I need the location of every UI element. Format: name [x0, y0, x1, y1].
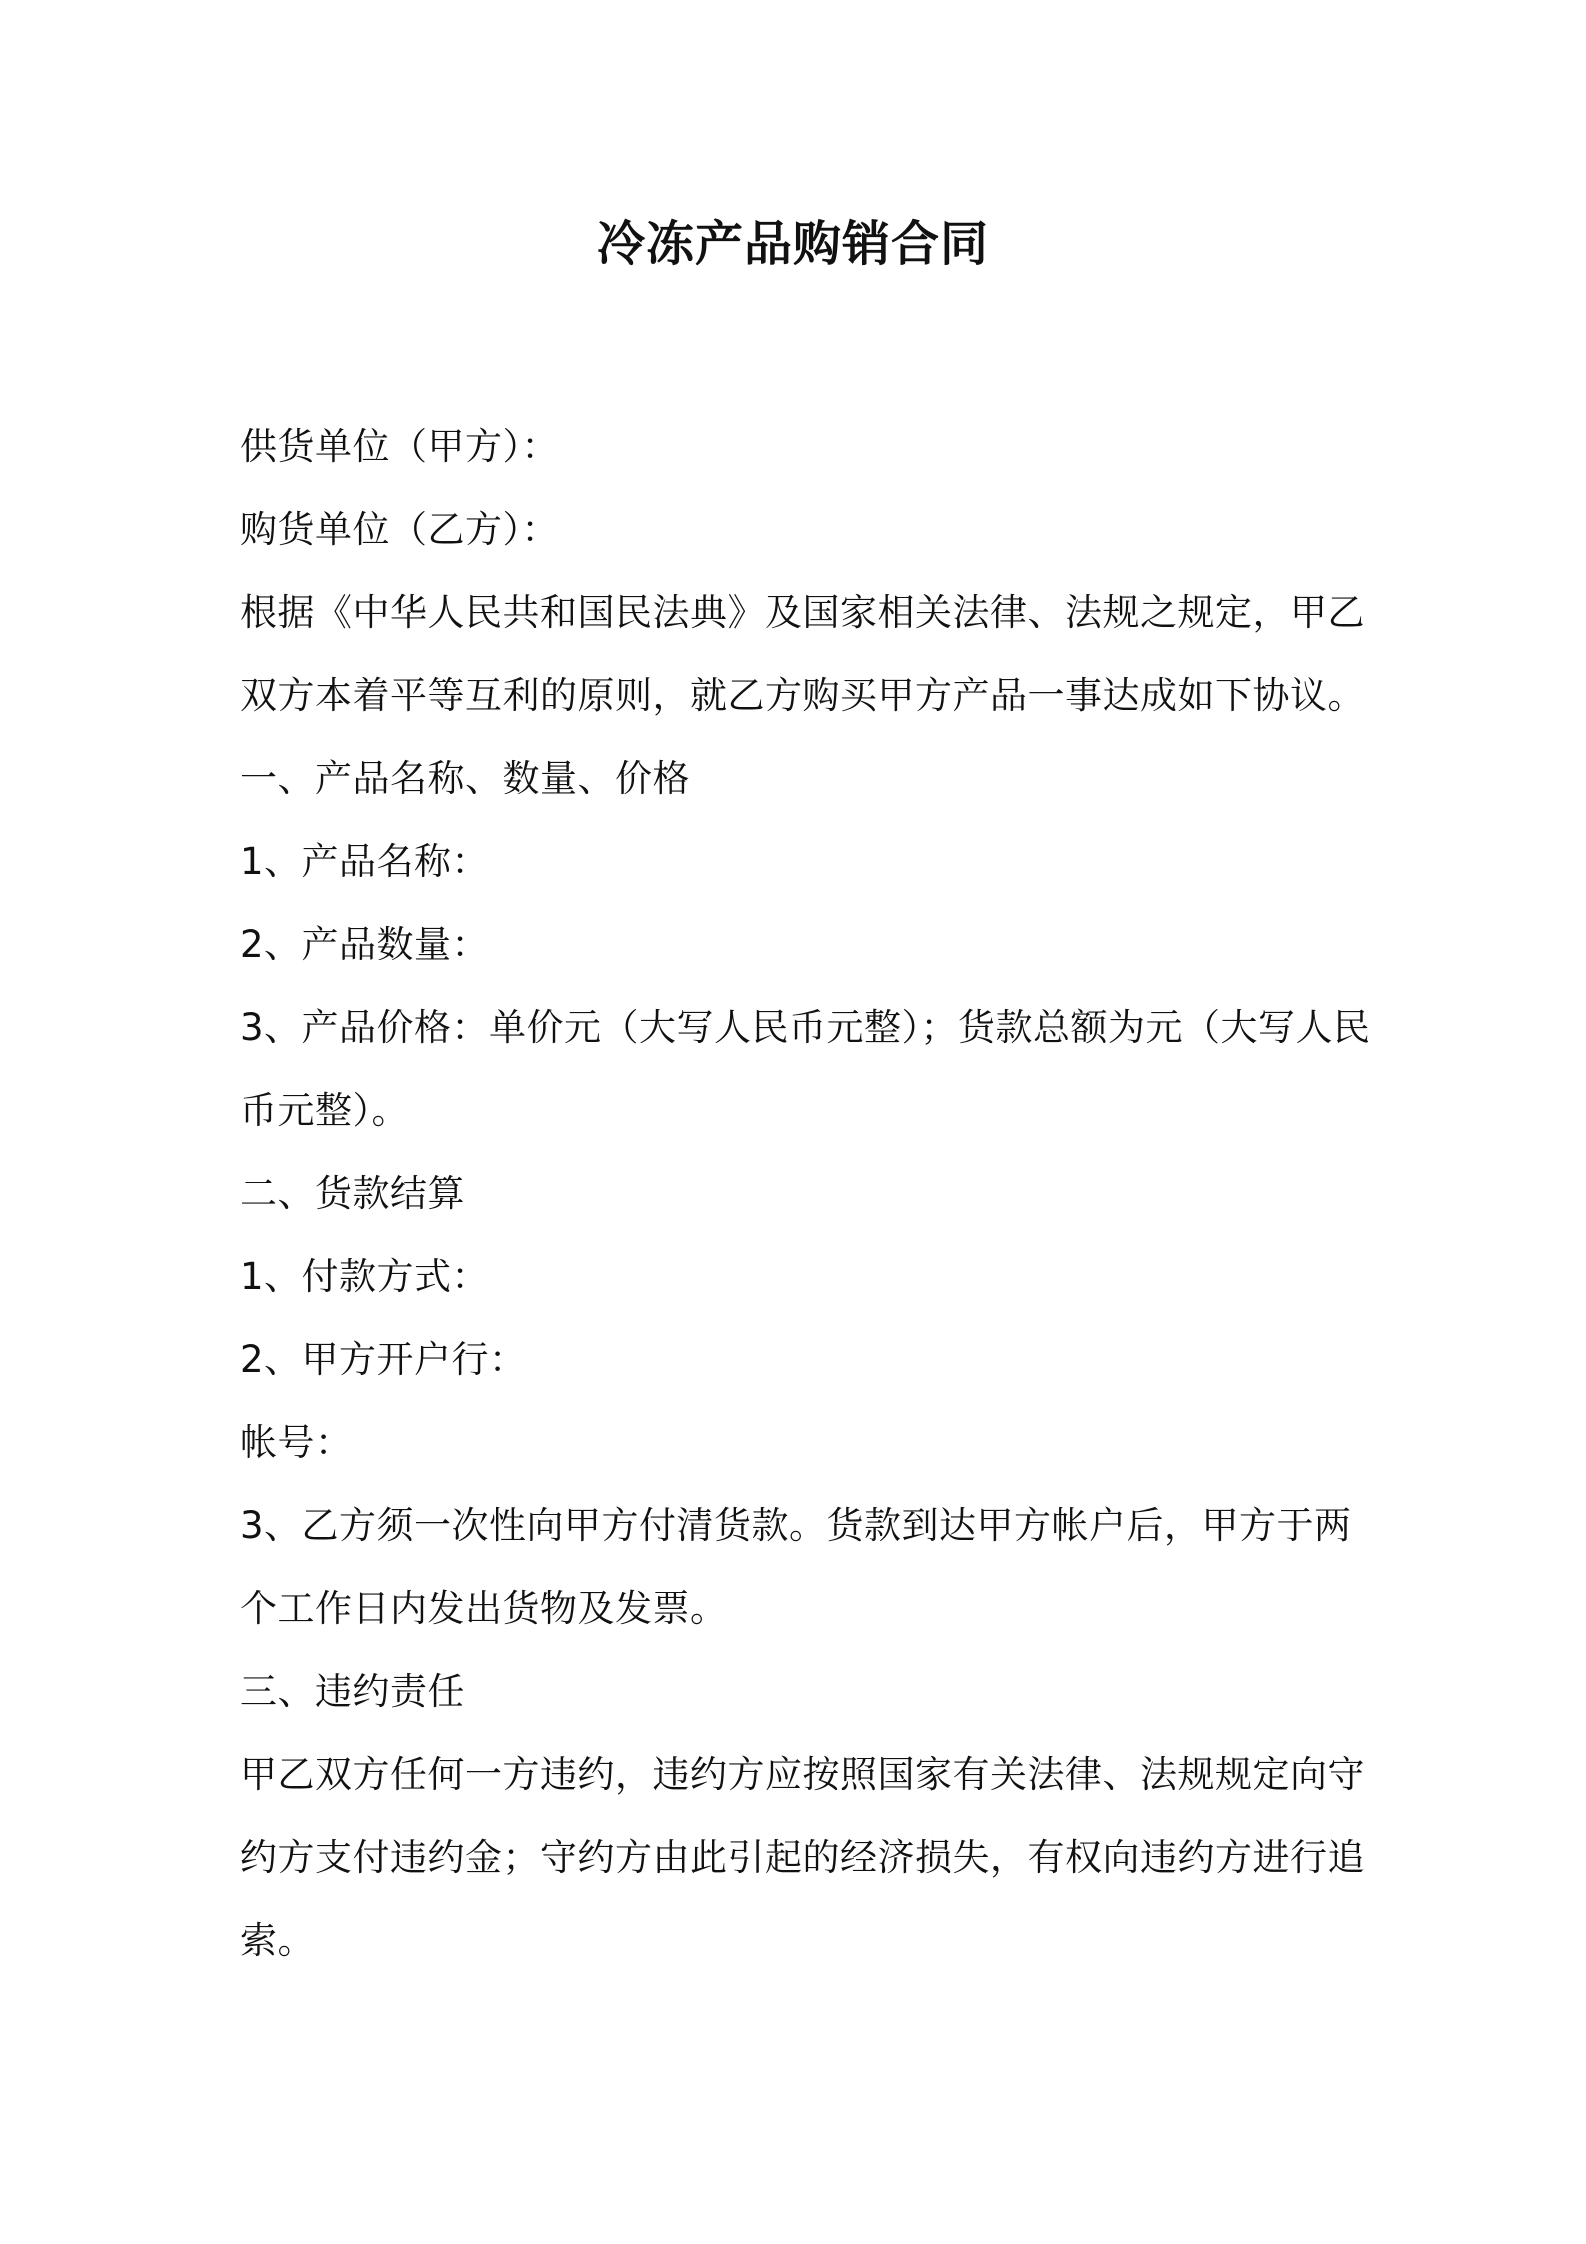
preamble-line-1: 根据《中华人民共和国民法典》及国家相关法律、法规之规定，甲乙	[240, 591, 1365, 634]
product-name-line: 1、产品名称：	[240, 840, 490, 883]
product-quantity-line: 2、产品数量：	[240, 923, 490, 966]
product-price-line-1: 3、产品价格：单价元（大写人民币元整）；货款总额为元（大写人民	[240, 1006, 1371, 1049]
liability-line-3: 索。	[240, 1919, 315, 1962]
liability-line-2: 约方支付违约金；守约方由此引起的经济损失，有权向违约方进行追	[240, 1836, 1365, 1879]
payment-clause-line-1: 3、乙方须一次性向甲方付清货款。货款到达甲方帐户后，甲方于两	[240, 1504, 1352, 1547]
document-body	[240, 405, 1371, 1982]
product-price-line-2: 币元整）。	[240, 1089, 409, 1132]
account-line: 帐号：	[240, 1421, 353, 1464]
supplier-line: 供货单位（甲方）：	[240, 425, 559, 468]
section-heading-2: 二、货款结算	[240, 1172, 465, 1215]
liability-line-1: 甲乙双方任何一方违约，违约方应按照国家有关法律、法规规定向守	[240, 1753, 1365, 1796]
section-heading-3: 三、违约责任	[240, 1670, 465, 1713]
buyer-line: 购货单位（乙方）：	[240, 508, 559, 551]
document-title: 冷冻产品购销合同	[596, 216, 989, 272]
bank-line: 2、甲方开户行：	[240, 1338, 527, 1381]
preamble-line-2: 双方本着平等互利的原则，就乙方购买甲方产品一事达成如下协议。	[240, 674, 1365, 717]
payment-method-line: 1、付款方式：	[240, 1255, 490, 1298]
section-heading-1: 一、产品名称、数量、价格	[240, 757, 690, 800]
payment-clause-line-2: 个工作日内发出货物及发票。	[240, 1587, 728, 1630]
